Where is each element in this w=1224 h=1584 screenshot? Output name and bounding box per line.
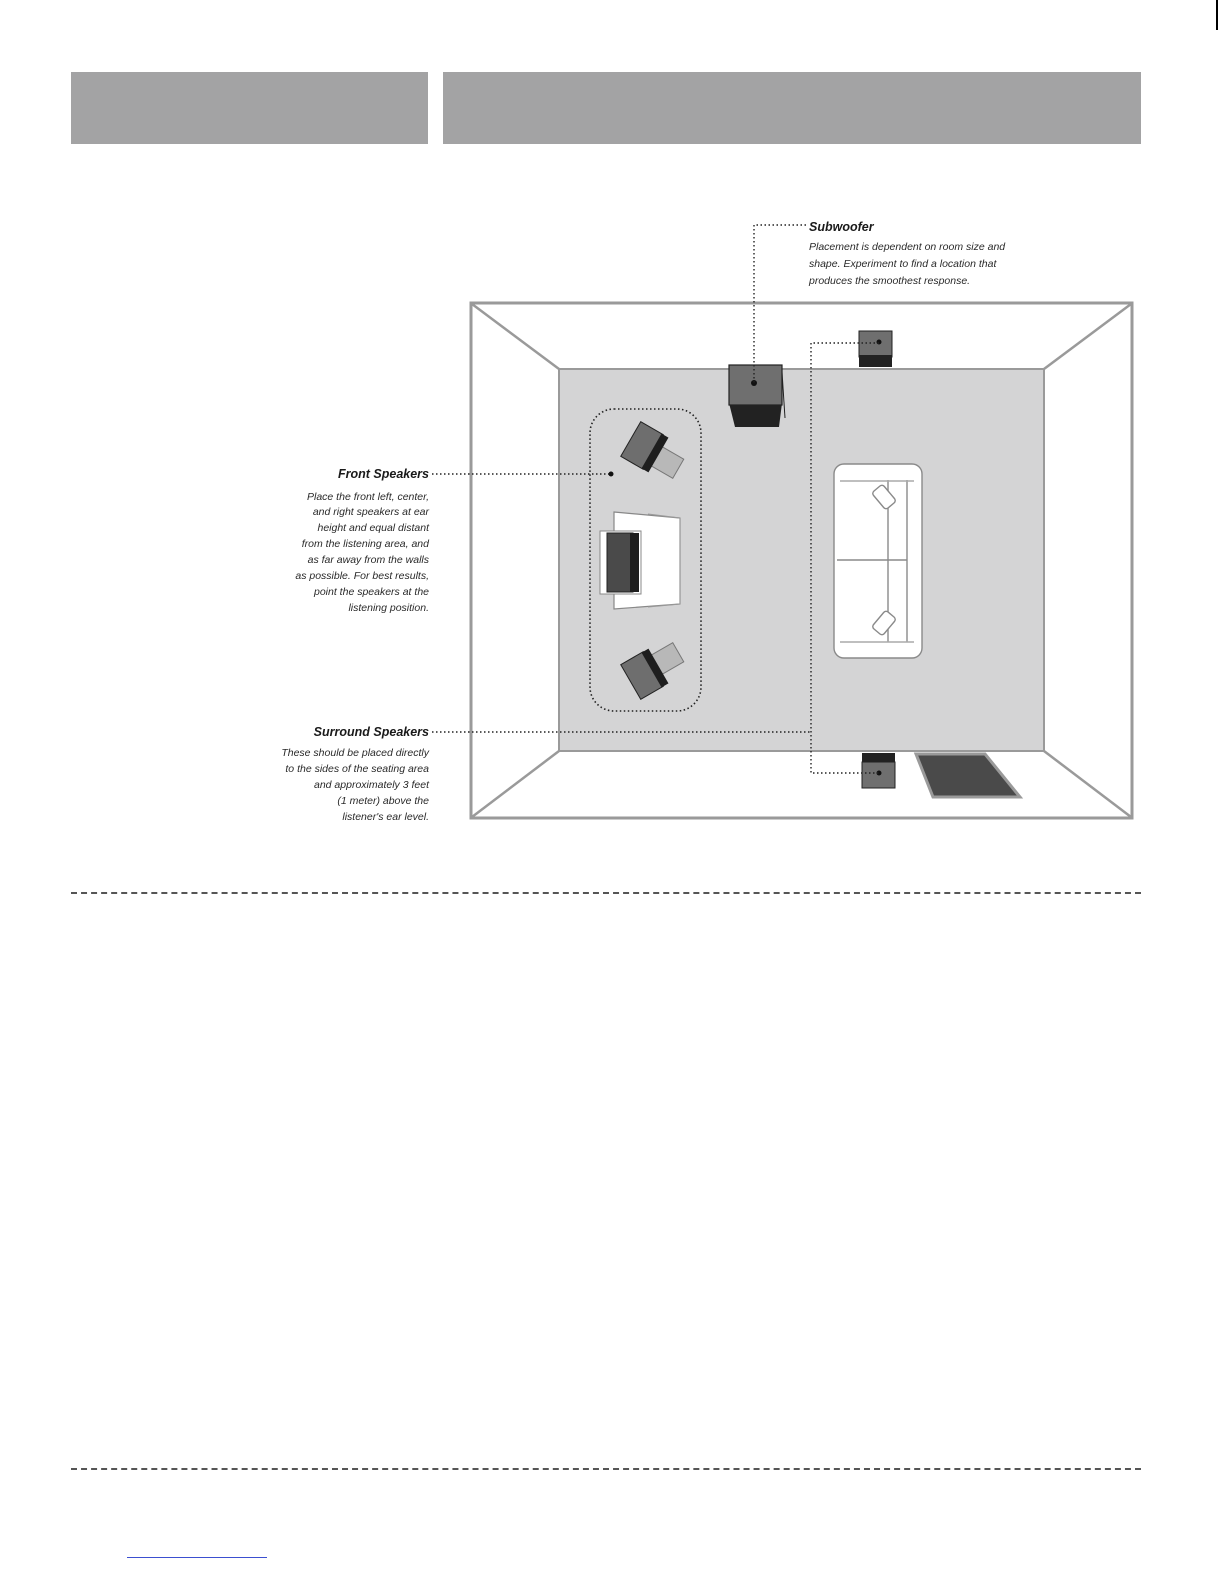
subwoofer-line-1: Placement is dependent on room size and (809, 241, 1006, 253)
subwoofer-line-3: produces the smoothest response. (809, 275, 971, 287)
front-speakers-line-2: and right speakers at ear (312, 506, 429, 518)
front-speakers-line-8: listening position. (348, 602, 429, 614)
sofa (834, 464, 922, 658)
surround-speakers-line-5: listener's ear level. (342, 811, 429, 823)
surround-speakers-line-1: These should be placed directly (281, 747, 429, 759)
front-speakers-line-4: from the listening area, and (301, 538, 429, 550)
surround-speaker-top (859, 331, 892, 367)
front-speakers-title: Front Speakers (337, 467, 429, 481)
front-speakers-line-1: Place the front left, center, (307, 491, 429, 503)
front-speakers-line-6: as possible. For best results, (295, 570, 429, 582)
surround-speakers-title: Surround Speakers (313, 725, 429, 739)
surround-speaker-bottom (862, 753, 895, 788)
front-speakers-line-5: as far away from the walls (307, 554, 429, 566)
front-speakers-line-3: height and equal distant (317, 522, 429, 534)
front-speakers-callout-dot (609, 472, 614, 477)
footer-link-underline[interactable] (127, 1557, 267, 1558)
surround-speakers-line-2: to the sides of the seating area (285, 763, 429, 775)
surround-speakers-line-3: and approximately 3 feet (314, 779, 429, 791)
section-divider-bottom (71, 1468, 1141, 1470)
subwoofer-title: Subwoofer (809, 220, 874, 234)
section-divider-top (71, 892, 1141, 894)
subwoofer-line-2: shape. Experiment to find a location that (809, 258, 997, 270)
front-speakers-line-7: point the speakers at the (314, 586, 429, 598)
surround-speakers-line-4: (1 meter) above the (337, 795, 429, 807)
subwoofer-box (729, 365, 785, 427)
